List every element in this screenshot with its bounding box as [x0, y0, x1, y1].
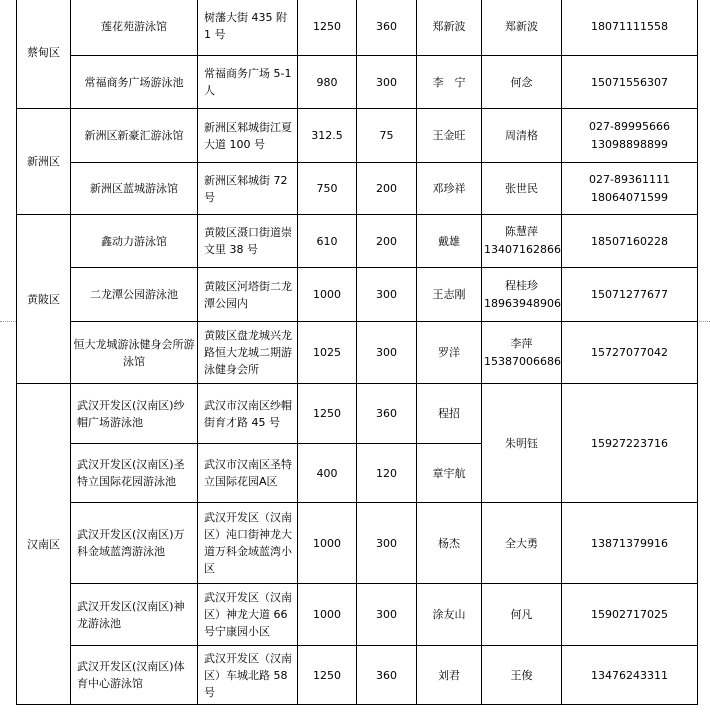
phone-line: 18064071599 — [591, 190, 668, 204]
pool-name: 武汉开发区(汉南区)体育中心游泳馆 — [71, 646, 198, 705]
pool-address: 新洲区邾城街 72 号 — [198, 163, 298, 215]
pool-name: 武汉开发区(汉南区)万科金域蓝湾游泳池 — [71, 503, 198, 584]
pool-name: 恒大龙城游泳健身会所游泳馆 — [71, 322, 198, 384]
pool-area: 1000 — [298, 503, 357, 584]
pool-area: 980 — [298, 56, 357, 109]
pool-person: 王金旺 — [417, 109, 482, 163]
pool-contact — [482, 322, 562, 384]
district-cell: 蔡甸区 — [17, 0, 71, 109]
pool-phone: 13871379916 — [562, 503, 698, 584]
pool-area: 1000 — [298, 584, 357, 646]
pool-contact: 何凡 — [482, 584, 562, 646]
pool-address: 树藩大街 435 附 1 号 — [198, 0, 298, 56]
pool-capacity: 300 — [357, 268, 417, 322]
pool-contact: 郑新波 — [482, 0, 562, 56]
pool-person: 郑新波 — [417, 0, 482, 56]
pool-phone: 18507160228 — [562, 215, 698, 268]
pool-address: 新洲区邾城街江夏大道 100 号 — [198, 109, 298, 163]
pool-phone: 15727077042 — [562, 322, 698, 384]
table-row — [17, 215, 698, 268]
pool-area: 1250 — [298, 0, 357, 56]
pool-person: 杨杰 — [417, 503, 482, 584]
pool-address: 武汉开发区（汉南区）车城北路 58 号 — [198, 646, 298, 705]
pool-capacity: 120 — [357, 444, 417, 503]
contact-phone: 15387006686 — [484, 354, 561, 368]
district-cell: 新洲区 — [17, 109, 71, 215]
pool-capacity: 300 — [357, 503, 417, 584]
phone-line: 027-89361111 — [589, 172, 670, 186]
pool-name: 常福商务广场游泳池 — [71, 56, 198, 109]
table-row — [17, 322, 698, 384]
pool-person: 章宇航 — [417, 444, 482, 503]
pool-phone: 15071277677 — [562, 268, 698, 322]
pool-capacity: 360 — [357, 384, 417, 444]
pool-name: 新洲区蓝城游泳馆 — [71, 163, 198, 215]
pool-person: 戴雄 — [417, 215, 482, 268]
pool-contact — [482, 268, 562, 322]
pool-name: 莲花苑游泳馆 — [71, 0, 198, 56]
table-row — [17, 163, 698, 215]
pool-contact: 周清格 — [482, 109, 562, 163]
pool-name: 二龙潭公园游泳池 — [71, 268, 198, 322]
pool-name: 新洲区新豪汇游泳馆 — [71, 109, 198, 163]
table-row — [17, 503, 698, 584]
pool-area: 1250 — [298, 384, 357, 444]
contact-name: 陈慧萍 — [505, 225, 538, 238]
pool-address: 黄陂区河塔街二龙潭公园内 — [198, 268, 298, 322]
pool-area: 1000 — [298, 268, 357, 322]
pool-capacity: 75 — [357, 109, 417, 163]
contact-phone: 13407162866 — [484, 243, 561, 256]
pool-person: 罗洋 — [417, 322, 482, 384]
pool-capacity: 300 — [357, 322, 417, 384]
pool-name: 鑫动力游泳馆 — [71, 215, 198, 268]
pool-address: 黄陂区盘龙城兴龙路恒大龙城二期游泳健身会所 — [198, 322, 298, 384]
table-row — [17, 268, 698, 322]
pool-contact — [482, 215, 562, 268]
pool-phone: 15927223716 — [562, 384, 698, 503]
pool-person: 程招 — [417, 384, 482, 444]
pool-person: 李 宁 — [417, 56, 482, 109]
left-dotted-rule — [0, 321, 16, 322]
contact-name: 李萍 — [510, 336, 533, 350]
pool-table — [16, 0, 698, 705]
pool-area: 1250 — [298, 646, 357, 705]
pool-capacity: 200 — [357, 163, 417, 215]
pool-person: 邓珍祥 — [417, 163, 482, 215]
pool-contact: 朱明钰 — [482, 384, 562, 503]
pool-name: 武汉开发区(汉南区)神龙游泳池 — [71, 584, 198, 646]
table-row — [17, 109, 698, 163]
pool-name: 武汉开发区(汉南区)圣特立国际花园游泳池 — [71, 444, 198, 503]
pool-phone: 18071111558 — [562, 0, 698, 56]
pool-capacity: 200 — [357, 215, 417, 268]
pool-address: 武汉市汉南区纱帽街育才路 45 号 — [198, 384, 298, 444]
pool-person: 涂友山 — [417, 584, 482, 646]
contact-name: 程桂珍 — [505, 278, 538, 292]
pool-phone: 15071556307 — [562, 56, 698, 109]
pool-area: 610 — [298, 215, 357, 268]
pool-capacity: 300 — [357, 56, 417, 109]
table-row — [17, 56, 698, 109]
pool-capacity: 360 — [357, 0, 417, 56]
pool-address: 黄陂区滠口街道崇文里 38 号 — [198, 215, 298, 268]
pool-contact: 何念 — [482, 56, 562, 109]
district-cell: 汉南区 — [17, 384, 71, 705]
pool-contact: 全大勇 — [482, 503, 562, 584]
pool-address: 武汉开发区（汉南区）神龙大道 66 号宁康园小区 — [198, 584, 298, 646]
pool-area: 750 — [298, 163, 357, 215]
pool-name: 武汉开发区(汉南区)纱帽广场游泳池 — [71, 384, 198, 444]
phone-line: 13098898899 — [591, 137, 668, 151]
contact-phone: 18963948906 — [484, 296, 561, 310]
pool-phone: 15902717025 — [562, 584, 698, 646]
pool-phone — [562, 109, 698, 163]
pool-area: 1025 — [298, 322, 357, 384]
pool-contact: 张世民 — [482, 163, 562, 215]
table-row — [17, 584, 698, 646]
phone-line: 027-89995666 — [589, 119, 670, 133]
pool-area: 400 — [298, 444, 357, 503]
district-cell: 黄陂区 — [17, 215, 71, 384]
pool-capacity: 300 — [357, 584, 417, 646]
pool-phone — [562, 163, 698, 215]
table-row — [17, 384, 698, 444]
right-dotted-rule — [697, 321, 710, 322]
pool-address: 常福商务广场 5-1 人 — [198, 56, 298, 109]
pool-person: 王志刚 — [417, 268, 482, 322]
pool-contact: 王俊 — [482, 646, 562, 705]
pool-address: 武汉市汉南区圣特立国际花园A区 — [198, 444, 298, 503]
table-row — [17, 0, 698, 56]
table-row — [17, 646, 698, 705]
pool-capacity: 360 — [357, 646, 417, 705]
pool-address: 武汉开发区（汉南区）沌口街神龙大道万科金域蓝湾小区 — [198, 503, 298, 584]
pool-person: 刘君 — [417, 646, 482, 705]
pool-phone: 13476243311 — [562, 646, 698, 705]
pool-area: 312.5 — [298, 109, 357, 163]
